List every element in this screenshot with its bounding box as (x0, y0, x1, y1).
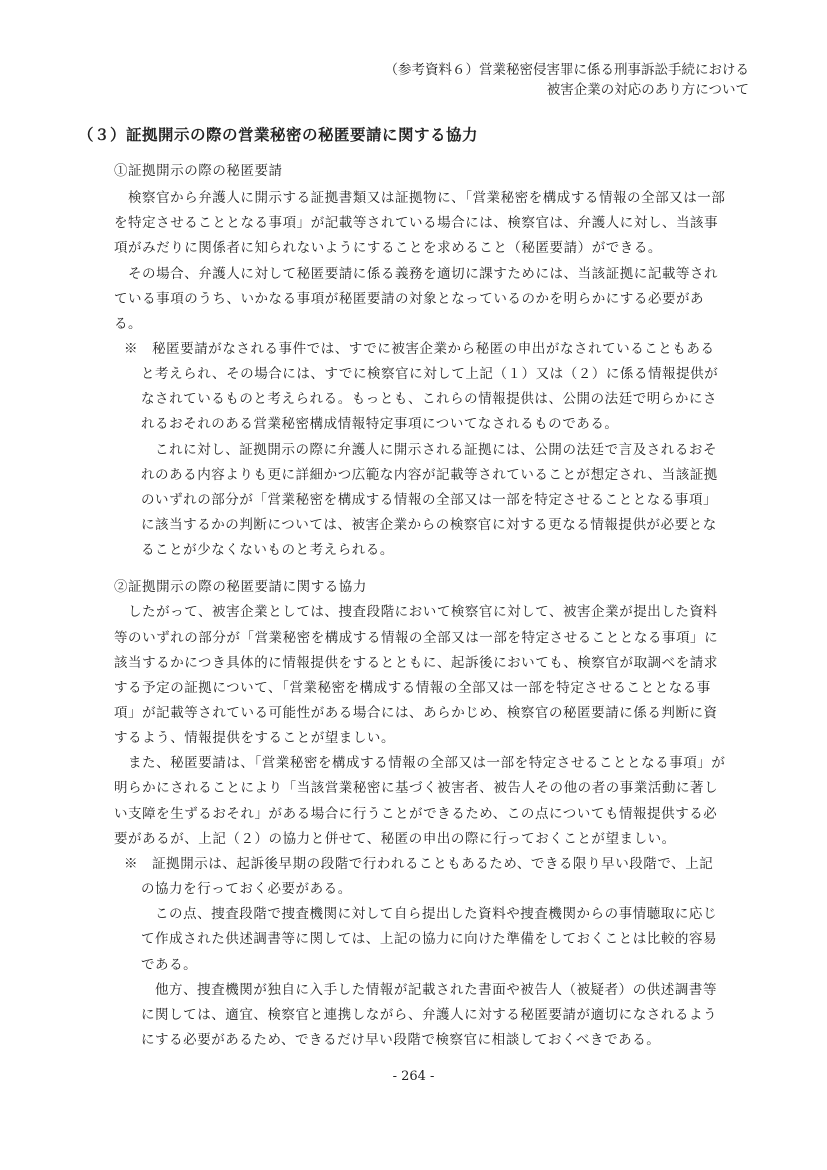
paragraph-line: を特定させることとなる事項」が記載等されている場合には、検察官は、弁護人に対し、当該事 (114, 215, 719, 231)
note-line: にする必要があるため、できるだけ早い段階で検察官に相談しておくべきである。 (141, 1032, 661, 1048)
page-number: - 264 - (392, 1069, 435, 1084)
paragraph-line: したがって、被害企業としては、捜査段階において検察官に対して、被害企業が提出した資料 (128, 604, 718, 620)
note-line: の協力を行っておく必要がある。 (141, 881, 352, 897)
paragraph-line: するよう、情報提供をすることが望ましい。 (114, 730, 395, 746)
paragraph-line: その場合、弁護人に対して秘匿要請に係る義務を適切に課すためには、当該証拠に記載等され (128, 266, 719, 282)
note-line: ※ 秘匿要請がなされる事件では、すでに被害企業から秘匿の申出がなされていることもある (124, 341, 715, 357)
note-line: 他方、捜査機関が独自に入手した情報が記載された書面や被告人（被疑者）の供述調書等 (155, 982, 717, 998)
paragraph-line: 要があるが、上記（２）の協力と併せて、秘匿の申出の際に行っておくことが望ましい。 (114, 831, 676, 847)
note-line: これに対し、証拠開示の際に弁護人に開示される証拠には、公開の法廷で言及されるおそ (155, 442, 717, 458)
paragraph-line: また、秘匿要請は、「営業秘密を構成する情報の全部又は一部を特定させることとなる事項」が (128, 755, 726, 771)
note-line: に該当するかの判断については、被害企業からの検察官に対する更なる情報提供が必要とな (141, 517, 717, 533)
paragraph-line: 該当するかにつき具体的に情報提供をするとともに、起訴後においても、検察官が取調べを請求 (114, 655, 718, 671)
note-line: れのある内容よりも更に詳細かつ広範な内容が記載等されていることが想定され、当該証拠 (141, 467, 718, 483)
header-line-1: （参考資料６）営業秘密侵害罪に係る刑事訴訟手続における (384, 62, 749, 78)
note-line: のいずれの部分が「営業秘密を構成する情報の全部又は一部を特定させることとなる事項」 (141, 492, 718, 508)
paragraph-line: する予定の証拠について、「営業秘密を構成する情報の全部又は一部を特定させることとなる事 (114, 680, 711, 696)
note-line: ※ 証拠開示は、起訴後早期の段階で行われることもあるため、できる限り早い段階で、上記 (124, 856, 714, 872)
section-title: （３）証拠開示の際の営業秘密の秘匿要請に関する協力 (78, 126, 479, 144)
paragraph-line: い支障を生ずるおそれ」がある場合に行うことができるため、この点についても情報提供する必 (114, 806, 718, 822)
note-line: れるおそれのある営業秘密構成情報特定事項についてなされるものである。 (141, 416, 619, 432)
note-line: と考えられ、その場合には、すでに検察官に対して上記（１）又は（２）に係る情報提供が (141, 366, 719, 382)
note-line: である。 (141, 957, 198, 973)
paragraph-line: 項がみだりに関係者に知られないようにすることを求めること（秘匿要請）ができる。 (114, 240, 662, 256)
header-line-2: 被害企業の対応のあり方について (546, 82, 749, 98)
subheading: ②証拠開示の際の秘匿要請に関する協力 (114, 579, 367, 595)
note-line: に関しては、適宜、検察官と連携しながら、弁護人に対する秘匿要請が適切になされるよう (141, 1007, 718, 1023)
paragraph-line: る。 (114, 316, 143, 332)
paragraph-line: 検察官から弁護人に開示する証拠書類又は証拠物に、「営業秘密を構成する情報の全部又は一部 (128, 190, 726, 206)
subheading: ①証拠開示の際の秘匿要請 (114, 163, 283, 179)
paragraph-line: 明らかにされることにより「当該営業秘密に基づく被害者、被告人その他の者の事業活動に著し (114, 780, 719, 796)
note-line: この点、捜査段階で捜査機関に対して自ら提出した資料や捜査機関からの事情聴取に応じ (155, 906, 717, 922)
note-line: て作成された供述調書等に関しては、上記の協力に向けた準備をしておくことは比較的容易 (141, 931, 718, 947)
paragraph-line: ている事項のうち、いかなる事項が秘匿要請の対象となっているのかを明らかにする必要があ (114, 291, 705, 307)
paragraph-line: 等のいずれの部分が「営業秘密を構成する情報の全部又は一部を特定させることとなる事項」に (114, 630, 719, 646)
paragraph-line: 項」が記載等されている可能性がある場合には、あらかじめ、検察官の秘匿要請に係る判断に資 (114, 705, 718, 721)
note-line: なされているものと考えられる。もっとも、これらの情報提供は、公開の法廷で明らかにさ (141, 391, 718, 407)
note-line: ることが少なくないものと考えられる。 (141, 542, 394, 558)
